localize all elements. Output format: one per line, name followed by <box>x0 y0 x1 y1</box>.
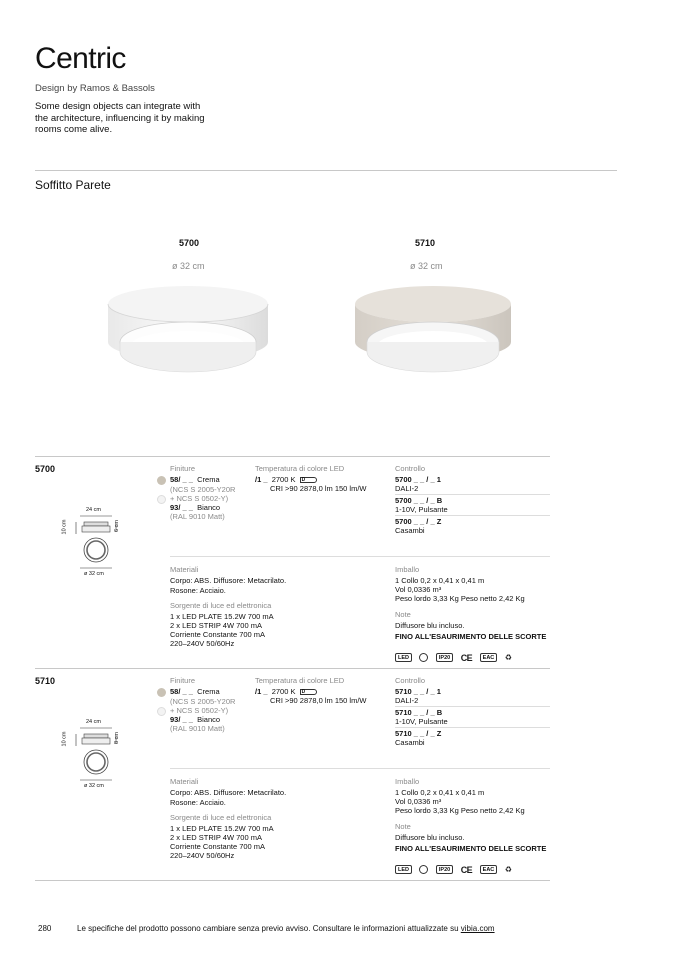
category-label: Soffitto Parete <box>35 178 111 192</box>
dimmable-icon: D <box>300 689 317 695</box>
divider <box>395 727 550 728</box>
finishes-label: Finiture <box>170 464 196 473</box>
finish-item: 58/ _ _ Crema <box>170 475 220 484</box>
dim-height: 10 cm <box>61 731 68 747</box>
source-line: 2 x LED STRIP 4W 700 mA <box>170 621 262 630</box>
packaging-line: Peso lordo 3,33 Kg Peso netto 2,42 Kg <box>395 594 525 603</box>
materials-text: Corpo: ABS. Diffusore: Metacrilato. <box>170 576 287 585</box>
control-code: 5710 _ _ / _ B <box>395 708 443 717</box>
control-code: 5700 _ _ / _ B <box>395 496 443 505</box>
divider <box>395 706 550 707</box>
source-line: Corriente Constante 700 mA <box>170 842 266 851</box>
dimension-drawing <box>68 514 124 574</box>
finish-swatch-bianco[interactable] <box>157 495 166 504</box>
finish-item: 93/ _ _ Bianco <box>170 715 221 724</box>
control-desc: 1-10V, Pulsante <box>395 717 448 726</box>
control-label: Controllo <box>395 464 426 473</box>
finish-swatch-crema[interactable] <box>157 476 166 485</box>
ip-rating-icon: IP20 <box>436 865 453 874</box>
temperature-spec: CRI >90 2878,0 lm 150 lm/W <box>270 696 367 705</box>
materials-text: Corpo: ABS. Diffusore: Metacrilato. <box>170 788 287 797</box>
finish-ncs: (NCS S 2005-Y20R <box>170 485 236 494</box>
ip-rating-icon: IP20 <box>436 653 453 662</box>
control-code: 5710 _ _ / _ Z <box>395 729 442 738</box>
control-code: 5700 _ _ / _ Z <box>395 517 442 526</box>
finish-ncs: + NCS S 0502-Y) <box>170 706 229 715</box>
packaging-label: Imballo <box>395 777 420 786</box>
section-code: 5710 <box>35 676 56 686</box>
section-divider <box>35 668 550 669</box>
divider <box>170 768 550 769</box>
source-label: Sorgente di luce ed elettronica <box>170 601 272 610</box>
note-bold: FINO ALL'ESAURIMENTO DELLE SCORTE <box>395 632 547 641</box>
packaging-line: Vol 0,0336 m³ <box>395 585 442 594</box>
finish-item: 58/ _ _ Crema <box>170 687 220 696</box>
ce-mark-icon: CE <box>460 652 473 663</box>
intro-text: Some design objects can integrate with the architecture, influencing it by making rooms come alive. <box>35 101 205 135</box>
materials-text: Rosone: Acciaio. <box>170 586 226 595</box>
finish-ral: (RAL 9010 Matt) <box>170 512 225 521</box>
class-cert-icon <box>419 653 428 662</box>
model-diameter: ø 32 cm <box>410 261 443 271</box>
source-line: 1 x LED PLATE 15.2W 700 mA <box>170 824 274 833</box>
dimmable-icon: D <box>300 477 317 483</box>
recycle-icon: ♻ <box>504 865 512 875</box>
dim-width: 24 cm <box>86 507 101 513</box>
control-code: 5710 _ _ / _ 1 <box>395 687 441 696</box>
packaging-line: 1 Collo 0,2 x 0,41 x 0,41 m <box>395 576 485 585</box>
control-code: 5700 _ _ / _ 1 <box>395 475 441 484</box>
finish-ncs: + NCS S 0502-Y) <box>170 494 229 503</box>
temperature-label: Temperatura di colore LED <box>255 676 345 685</box>
temperature-label: Temperatura di colore LED <box>255 464 345 473</box>
certification-icons <box>395 861 514 879</box>
product-image-5710 <box>348 280 538 390</box>
packaging-label: Imballo <box>395 565 420 574</box>
dim-diameter: ø 32 cm <box>84 571 104 577</box>
model-code: 5710 <box>415 238 436 248</box>
packaging-line: 1 Collo 0,2 x 0,41 x 0,41 m <box>395 788 485 797</box>
packaging-line: Vol 0,0336 m³ <box>395 797 442 806</box>
materials-text: Rosone: Acciaio. <box>170 798 226 807</box>
control-desc: Casambi <box>395 738 425 747</box>
model-diameter: ø 32 cm <box>172 261 205 271</box>
note-label: Note <box>395 610 411 619</box>
control-desc: Casambi <box>395 526 425 535</box>
note-label: Note <box>395 822 411 831</box>
finish-swatch-bianco[interactable] <box>157 707 166 716</box>
source-line: 220–240V 50/60Hz <box>170 851 235 860</box>
divider <box>35 170 617 171</box>
source-line: 220–240V 50/60Hz <box>170 639 235 648</box>
eac-mark-icon: EAC <box>480 653 498 662</box>
finishes-label: Finiture <box>170 676 196 685</box>
control-desc: DALI-2 <box>395 696 419 705</box>
materials-label: Materiali <box>170 565 199 574</box>
divider <box>170 556 550 557</box>
designer-credit: Design by Ramos & Bassols <box>35 83 155 94</box>
temperature-value: /1 _ 2700 K D <box>255 475 317 485</box>
section-code: 5700 <box>35 464 56 474</box>
footer-link[interactable]: vibia.com <box>460 924 495 933</box>
footer-disclaimer: Le specifiche del prodotto possono cambiare senza previo avviso. Consultare le informazioni attualizzate su vibia.com <box>77 924 495 933</box>
dim-height: 10 cm <box>61 519 68 535</box>
source-line: 2 x LED STRIP 4W 700 mA <box>170 833 262 842</box>
finish-ral: (RAL 9010 Matt) <box>170 724 225 733</box>
finish-swatch-crema[interactable] <box>157 688 166 697</box>
product-image-5700 <box>95 280 285 390</box>
source-line: Corriente Constante 700 mA <box>170 630 266 639</box>
source-line: 1 x LED PLATE 15.2W 700 mA <box>170 612 274 621</box>
finish-item: 93/ _ _ Bianco <box>170 503 221 512</box>
divider <box>395 494 550 495</box>
temperature-value: /1 _ 2700 K D <box>255 687 317 697</box>
led-cert-icon: LED <box>395 865 412 874</box>
page-number: 280 <box>38 924 52 933</box>
dim-depth: 6 cm <box>113 520 120 532</box>
control-desc: 1-10V, Pulsante <box>395 505 448 514</box>
dimension-drawing <box>68 726 124 786</box>
divider <box>395 515 550 516</box>
dim-width: 24 cm <box>86 719 101 725</box>
page-title: Centric <box>35 42 126 75</box>
note-text: Diffusore blu incluso. <box>395 621 465 630</box>
source-label: Sorgente di luce ed elettronica <box>170 813 272 822</box>
recycle-icon: ♻ <box>504 653 512 663</box>
section-divider <box>35 456 550 457</box>
class-cert-icon <box>419 865 428 874</box>
packaging-line: Peso lordo 3,33 Kg Peso netto 2,42 Kg <box>395 806 525 815</box>
eac-mark-icon: EAC <box>480 865 498 874</box>
note-bold: FINO ALL'ESAURIMENTO DELLE SCORTE <box>395 844 547 853</box>
temperature-spec: CRI >90 2878,0 lm 150 lm/W <box>270 484 367 493</box>
control-label: Controllo <box>395 676 426 685</box>
section-divider <box>35 880 550 881</box>
dim-depth: 8 cm <box>113 732 120 744</box>
certification-icons <box>395 649 514 667</box>
note-text: Diffusore blu incluso. <box>395 833 465 842</box>
dim-diameter: ø 32 cm <box>84 783 104 789</box>
materials-label: Materiali <box>170 777 199 786</box>
ce-mark-icon: CE <box>460 864 473 875</box>
led-cert-icon: LED <box>395 653 412 662</box>
control-desc: DALI-2 <box>395 484 419 493</box>
finish-ncs: (NCS S 2005-Y20R <box>170 697 236 706</box>
model-code: 5700 <box>179 238 200 248</box>
